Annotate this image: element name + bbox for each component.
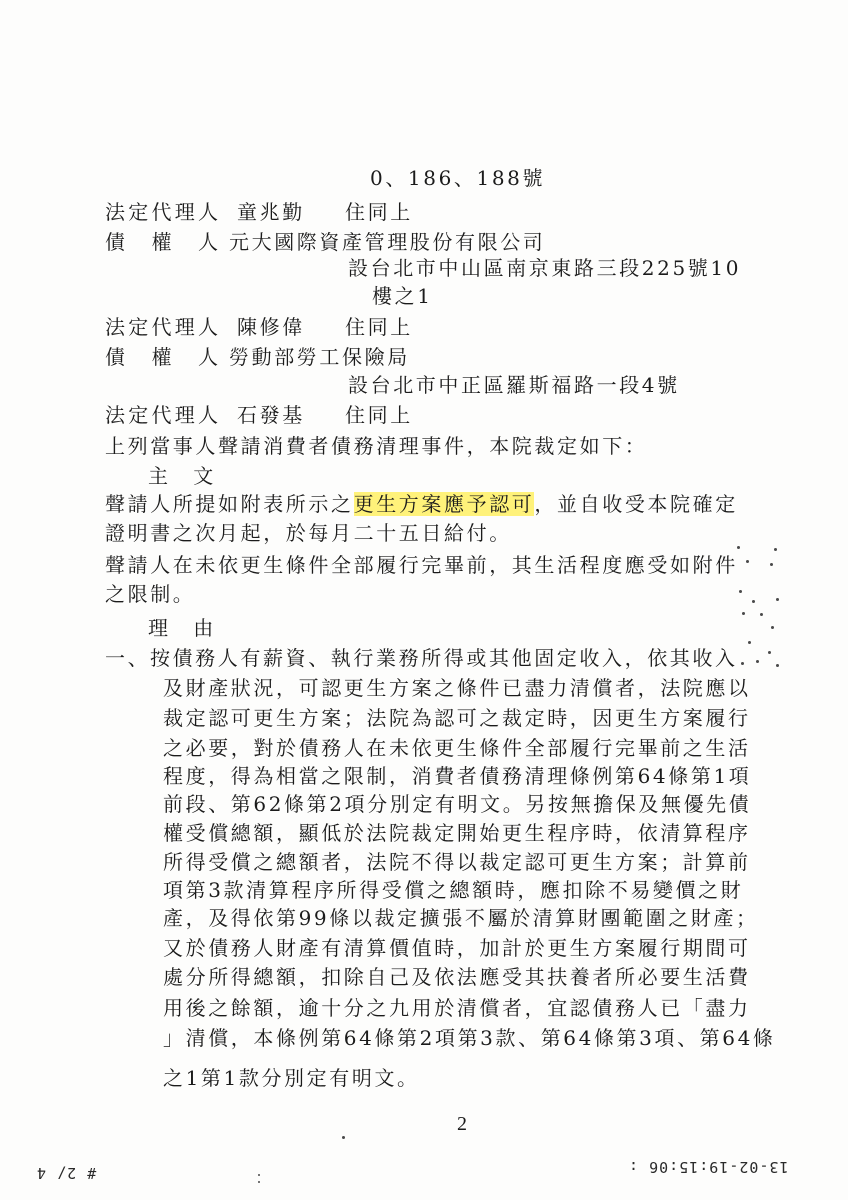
perforation-dot (742, 612, 745, 615)
perforation-dot (760, 613, 763, 616)
reason-line: 及財產狀況，可認更生方案之條件已盡力清償者，法院應以 (163, 676, 751, 700)
scan-speck (258, 1174, 260, 1176)
main-heading: 主 文 (148, 464, 216, 488)
reason-line: 權受償總額，顯低於法院裁定開始更生程序時，依清算程序 (163, 821, 751, 845)
party-address: 住同上 (345, 403, 413, 427)
reason-line: 所得受償之總額者，法院不得以裁定認可更生方案；計算前 (163, 850, 751, 874)
scan-speck (258, 1181, 260, 1183)
case-number: 0、186、188號 (370, 166, 546, 190)
main-line-text: ，並自收受本院確定 (534, 492, 738, 516)
perforation-dot (771, 626, 774, 629)
perforation-dot (746, 560, 749, 563)
perforation-dot (739, 590, 742, 593)
reason-line: 按債務人有薪資、執行業務所得或其他固定收入，依其收入 (150, 646, 738, 670)
main-line-text: 聲請人所提如附表所示之 (105, 492, 354, 516)
reason-line: 程度，得為相當之限制，消費者債務清理條例第64條第1項 (163, 764, 752, 788)
main-line: 之限制。 (105, 582, 196, 606)
party-row (0, 315, 848, 339)
perforation-dot (752, 600, 755, 603)
party-row (0, 403, 848, 427)
main-line: 聲請人在未依更生條件全部履行完畢前，其生活程度應受如附件 (105, 553, 738, 577)
fax-timestamp: 13-02-19:15:06 : (628, 1158, 789, 1176)
reason-line: 處分所得總額，扣除自己及依法應受其扶養者所必要生活費 (163, 965, 751, 989)
reason-line: 用後之餘額，逾十分之九用於清償者，宜認債務人已「盡力 (163, 996, 751, 1020)
party-role: 債 權 人 (105, 230, 218, 254)
scan-speck (342, 1136, 345, 1139)
perforation-dot (741, 662, 744, 665)
perforation-dot (768, 651, 771, 654)
reason-line: 之1第1款分別定有明文。 (163, 1066, 420, 1090)
party-role: 法定代理人 (105, 403, 218, 427)
fax-page-count: # 2/ 4 (36, 1164, 97, 1182)
party-name: 童兆勤 (237, 200, 305, 224)
reason-line: 裁定認可更生方案；法院為認可之裁定時，因更生方案履行 (163, 706, 751, 730)
perforation-dot (737, 546, 740, 549)
perforation-dot (770, 563, 773, 566)
reasons-heading: 理 由 (148, 616, 216, 640)
party-role: 法定代理人 (105, 200, 218, 224)
party-row (0, 230, 848, 254)
reason-line: 之必要，對於債務人在未依更生條件全部履行完畢前之生活 (163, 736, 751, 760)
party-address-line: 設台北市中山區南京東路三段225號10 (348, 256, 742, 280)
main-line (105, 492, 738, 516)
perforation-dot (776, 598, 779, 601)
party-name: 元大國際資產管理股份有限公司 (229, 230, 546, 254)
party-row (0, 345, 848, 369)
party-role: 債 權 人 (105, 345, 218, 369)
party-address-line: 設台北市中正區羅斯福路一段4號 (348, 373, 680, 397)
party-address: 住同上 (345, 200, 413, 224)
reason-line: 」清償，本條例第64條第2項第3款、第64條第3項、第64條 (163, 1026, 776, 1050)
perforation-dot (756, 660, 759, 663)
party-address-line: 樓之1 (372, 284, 433, 308)
highlighted-text: 更生方案應予認可 (353, 492, 535, 516)
party-address: 住同上 (345, 315, 413, 339)
reason-line: 又於債務人財產有清算價值時，加計於更生方案履行期間可 (163, 936, 751, 960)
main-line: 證明書之次月起，於每月二十五日給付。 (105, 521, 512, 545)
reason-line: 產，及得依第99條以裁定擴張不屬於清算財團範圍之財產； (163, 906, 759, 930)
perforation-dot (776, 664, 779, 667)
reason-line: 前段、第62條第2項分別定有明文。另按無擔保及無優先債 (163, 792, 752, 816)
perforation-dot (774, 548, 777, 551)
page-number: 2 (457, 1113, 467, 1135)
party-name: 勞動部勞工保險局 (229, 345, 410, 369)
party-role: 法定代理人 (105, 315, 218, 339)
reason-item-marker: 一、 (105, 646, 151, 670)
reason-line: 項第3款清算程序所得受償之總額時，應扣除不易變價之財 (163, 878, 744, 902)
party-name: 陳修偉 (237, 315, 305, 339)
intro-paragraph: 上列當事人聲請消費者債務清理事件，本院裁定如下： (105, 434, 648, 458)
perforation-dot (748, 641, 751, 644)
party-row (0, 200, 848, 224)
party-name: 石發基 (237, 403, 305, 427)
